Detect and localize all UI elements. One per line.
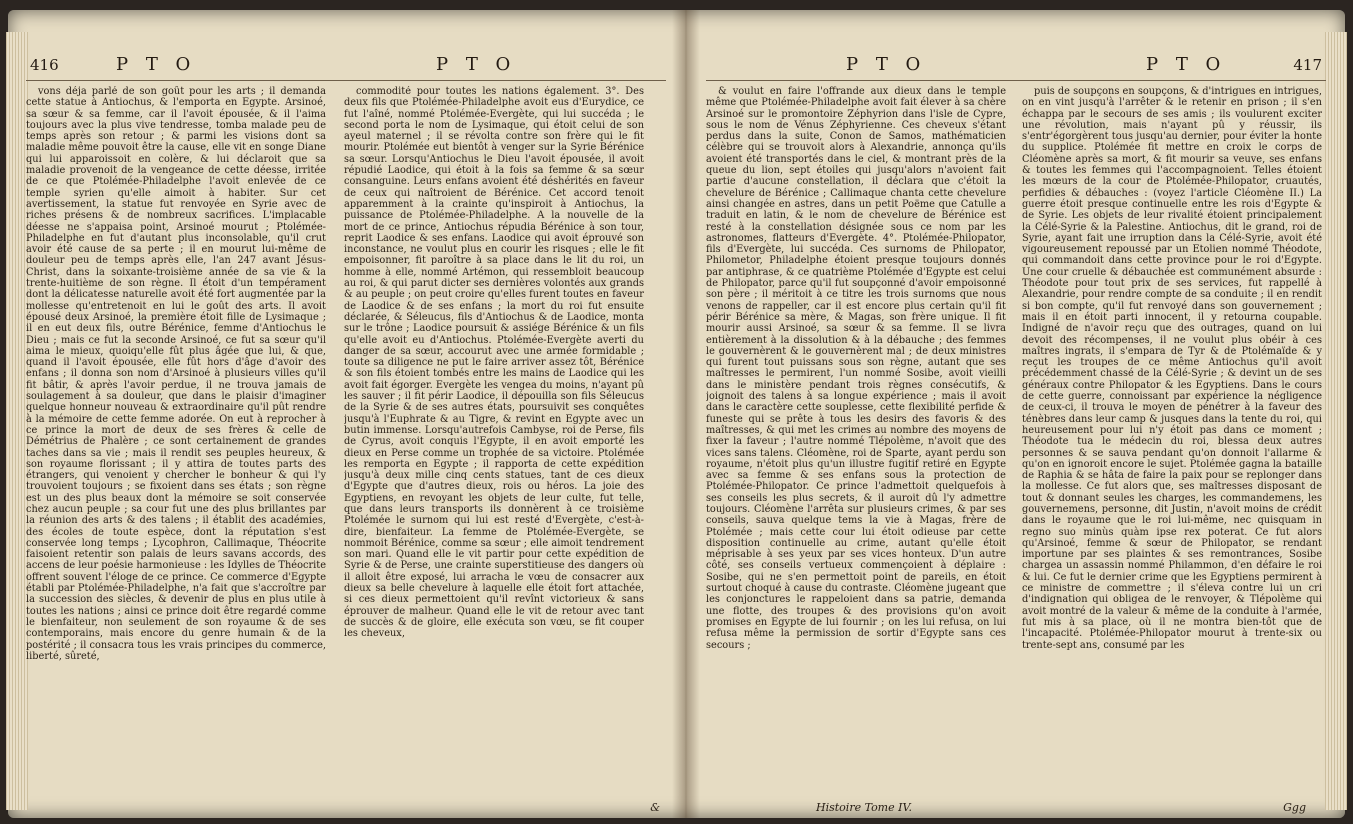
left-page — [26, 54, 666, 814]
right-head-title-1: P T O — [846, 54, 927, 75]
open-book — [8, 10, 1345, 818]
right-column-1-text: & voulut en faire l'offrande aux dieux dans le temple même que Ptolémée-Philadelphe avoit fait élever à sa chère Arsinoé sur le promontoire Zéphyrion dans l'isle de Cypre, sous le nom de Vénus Zéphyrienne. Ces cheveux s'étant perdus dans la suite, Conon de Samos, mathématicien célèbre qui se trouvoit alors à Alexandrie, annonça qu'ils avoient été transportés dans le ciel, & montrant près de la queue du lion, sept étoiles qui jusqu'alors n'avoient fait partie d'aucune constellation, il déclara que c'étoit la chevelure de Bérénice ; Callimaque chanta cette chevelure ainsi changée en astres, dans un petit Poëme que Catulle a traduit en latin, & le nom de chevelure de Bérénice est resté à la constellation désignée sous ce nom par les astronomes, flatteurs d'Evergète. 4°. Ptolémée-Philopator, fils d'Evergète, lui succéda. Ces surnoms de Philopator, Philometor, Philadelphe étoient presque toujours donnés par antiphrase, & ce quatrième Ptolémée d'Egypte est celui de Philopator, parce qu'il fut soupçonné d'avoir empoisonné son père ; il méritoit à ce titre les trois surnoms que nous venons de rappeller, car il est encore plus certain qu'il fit périr Bérénice sa mère, & Magas, son frère unique. Il fit mourir aussi Arsinoé, sa sœur & sa femme. Il se livra entièrement à la dissolution & à la débauche ; des femmes le gouvernèrent & le gouvernèrent mal ; de deux ministres qui furent tout puissans sous son règne, autant que ses maîtresses le permirent, l'un nommé Sosibe, avoit vieilli dans le ministère pendant trois règnes consécutifs, & joignoit des talens à sa longue expérience ; mais il avoit dans le caractère cette souplesse, cette flexibilité perfide & funeste qui se prête à tous les desirs des favoris & des maîtresses, & qui met les crimes au nombre des moyens de fixer la faveur ; l'autre nommé Tlépolème, n'avoit que des vices sans talens. Cléomène, roi de Sparte, ayant perdu son royaume, n'étoit plus qu'un illustre fugitif retiré en Egypte avec sa femme & ses enfans sous la protection de Ptolémée-Philopator. Ce prince l'admettoit quelquefois à ses conseils les plus secrets, & il auroit dû l'y admettre toujours. Cléomène l'arrêta sur plusieurs crimes, & par ses conseils, sauva quelque tems la vie à Magas, frère de Ptolémée ; mais cette cour lui étoit odieuse par cette disposition continuelle au crime, autant qu'elle étoit méprisable à ses yeux par ses vices honteux. D'un autre côté, ses conseils vertueux commençoient à déplaire : Sosibe, qui ne s'en permettoit point de pareils, en étoit surtout choqué à cause du contraste. Cléomène jugeant que les conjonctures le rappeloient dans sa patrie, demanda une flotte, des troupes & des provisions qu'on avoit promises en Egypte de lui fournir ; on les lui refusa, on lui refusa même la permission de sortir d'Egypte sans ces secours ; — [706, 86, 1006, 651]
page-number-right: 417 — [1293, 56, 1322, 74]
page-edges-left — [6, 32, 28, 810]
left-column-1-text: vons déja parlé de son goût pour les arts ; il demanda cette statue à Antiochus, & l'emporta en Egypte. Arsinoé, sa sœur & sa femme, car il l'avoit épousée, & il l'aima toujours avec la plus vive tendresse, tomba malade peu de temps après son retour ; & parmi les visions dont sa maladie même pouvoit être la cause, elle vit en songe Diane qui lui apparoissoit en colère, & lui déclaroit que sa maladie provenoit de la vengeance de cette déesse, irritée de ce que Ptolémée-Philadelphe l'avoit enlevée de ce temple syrien qu'elle aimoit à habiter. Sur cet avertissement, la statue fut renvoyée en Syrie avec de riches présens & de nombreux sacrifices. L'implacable déesse ne s'appaisa point, Arsinoé mourut ; Ptolémée-Philadelphe en fut d'autant plus inconsolable, qu'il crut avoir été cause de sa perte ; il en mourut lui-même de douleur peu de temps après elle, l'an 247 avant Jésus-Christ, dans la soixante-troisième année de sa vie & la trente-huitième de son règne. Il étoit d'un tempérament dont la délicatesse naturelle avoit été fort augmentée par la mollesse qu'entretenoit en lui le goût des arts. Il avoit épousé deux Arsinoé, la première étoit fille de Lysimaque ; il en eut deux fils, outre Bérénice, femme d'Antiochus le Dieu ; mais ce fut la seconde Arsinoé, ce fut sa sœur qu'il aima le mieux, quoiqu'elle fût plus âgée que lui, & que, quand il l'avoit épousée, elle fût hors d'âge d'avoir des enfans ; il donna son nom d'Arsinoé à plusieurs villes qu'il fit bâtir, & après l'avoir perdue, il ne trouva jamais de soulagement à sa douleur, que dans le plaisir d'imaginer quelque honneur nouveau & extraordinaire qu'il pût rendre à la mémoire de cette femme adorée. On eut à reprocher à ce prince la mort de deux de ses frères & celle de Démétrius de Phalère ; ce sont certainement de grandes taches dans sa vie ; mais il rendit ses peuples heureux, & son royaume florissant ; il y attira de toutes parts des étrangers, qui venoient y chercher le bonheur & qui l'y trouvoient toujours ; se fixoient dans ses états ; son règne est un des plus beaux dont la mémoire se soit conservée chez aucun peuple ; sa cour fut une des plus brillantes par la réunion des arts & des talens ; il établit des académies, des écoles de toute espèce, dont la réputation s'est conservée long temps ; Lycophron, Callimaque, Théocrite faisoient retentir son palais de leurs savans accords, des accens de leur poésie harmonieuse : les Idylles de Théocrite offrent souvent l'éloge de ce prince. Ce commerce d'Egypte établi par Ptolémée-Philadelphe, n'a fait que s'accroître par la succession des siècles, & devenir de plus en plus utile à toutes les nations ; ainsi ce prince doit être regardé comme le bienfaiteur, non seulement de son royaume & de ses contemporains, mais encore du genre humain & de la postérité ; il consacra tous les vrais principes du commerce, liberté, sûreté, — [26, 86, 326, 662]
book-gutter — [672, 10, 700, 818]
right-head-title-2: P T O — [1146, 54, 1227, 75]
right-page — [706, 54, 1326, 814]
left-running-head — [26, 54, 666, 78]
left-column-1 — [26, 86, 326, 812]
page-number-left: 416 — [30, 56, 59, 74]
left-catchword: & — [650, 801, 660, 814]
left-head-title-2: P T O — [436, 54, 517, 75]
left-head-rule — [26, 80, 666, 81]
right-column-2-text: puis de soupçons en soupçons, & d'intrigues en intrigues, on en vint jusqu'à l'arrêter & le retenir en prison ; il s'en échappa par le secours de ses amis ; ils voulurent exciter une révolution, mais n'ayant pû y réussir, ils s'entr'égorgèrent tous jusqu'au dernier, pour éviter la honte du supplice. Ptolémée fit mettre en croix le corps de Cléomène après sa mort, & fit mourir sa veuve, ses enfans & toutes les femmes qui l'accompagnoient. Telles étoient les mœurs de la cour de Ptolémée-Philopator, cruautés, perfidies & débauches : (voyez l'article Cléomène II.) La guerre étoit presque continuelle entre les rois d'Egypte & de Syrie. Les objets de leur rivalité étoient principalement la Célé-Syrie & la Palestine. Antiochus, dit le grand, roi de Syrie, ayant fait une irruption dans la Célé-Syrie, avoit été vigoureusement repoussé par un Etolien nommé Théodote, qui commandoit dans cette province pour le roi d'Egypte. Une cour cruelle & débauchée est communément absurde : Théodote pour tout prix de ses services, fut rappellé à Alexandrie, pour rendre compte de sa conduite ; il en rendit si bon compte, qu'il fut renvoyé dans son gouvernement ; mais il en étoit parti innocent, il y retourna coupable. Indigné de n'avoir reçu que des outrages, quand on lui devoit des récompenses, il ne voulut plus obéir à ces maîtres ingrats, il s'empara de Tyr & de Ptolémaïde & y reçut les troupes de ce même Antiochus qu'il avoit précédemment chassé de la Célé-Syrie ; & devint un de ses généraux contre Philopator & les Egyptiens. Dans le cours de cette guerre, connoissant par expérience la négligence de ceux-ci, il trouva le moyen de pénétrer à la faveur des ténèbres dans leur camp & jusques dans la tente du roi, qui heureusement pour lui n'y étoit pas dans ce moment ; Théodote tua le médecin du roi, blessa deux autres personnes & se sauva pendant qu'on donnoit l'allarme & qu'on en ignoroit encore le sujet. Ptolémée gagna la bataille de Raphia & se hâta de faire la paix pour se replonger dans la mollesse. Ce fut alors que, ses maîtresses disposant de tout & donnant seules les charges, les commandemens, les gouvernemens, personne, dit Justin, n'avoit moins de crédit dans le royaume que le roi lui-même, nec quisquam in regno suo minùs quàm ipse rex poterat. Ce fut alors qu'Arsinoé, femme & sœur de Philopator, se rendant importune par ses plaintes & ses remontrances, Sosibe chargea un assassin nommé Philammon, d'en défaire le roi & lui. Ce fut le dernier crime que les Egyptiens permirent à ce ministre de commettre ; il s'éleva contre lui un cri d'indignation qui obligea de le renvoyer, & Tlépolème qui avoit montré de la valeur & même de la conduite à l'armée, fut mis à sa place, où il ne montra bien-tôt que de l'incapacité. Ptolémée-Philopator mourut à trente-six ou trente-sept ans, consumé par les — [1022, 86, 1322, 651]
right-column-1 — [706, 86, 1006, 812]
right-column-2 — [1022, 86, 1322, 812]
right-signature-mark: Ggg — [1283, 801, 1306, 814]
right-running-head — [706, 54, 1326, 78]
left-column-2-text: commodité pour toutes les nations également. 3°. Des deux fils que Ptolémée-Philadelphe avoit eus d'Eurydice, ce fut l'aîné, nommé Ptolémée-Evergète, qui lui succéda ; le second porta le nom de Lysimaque, qui étoit celui de son ayeul maternel ; il se révolta contre son frère qui le fit mourir. Ptolémée eut bientôt à venger sur la Syrie Bérénice sa sœur. Lorsqu'Antiochus le Dieu l'avoit épousée, il avoit répudié Laodice, qui étoit à la fois sa femme & sa sœur consanguine. Leurs enfans avoient été déshérités en faveur de ceux qui naîtroient de Bérénice. Cet accord tenoit apparemment à la crainte qu'inspiroit à Antiochus, la puissance de Ptolémée-Philadelphe. A la nouvelle de la mort de ce prince, Antiochus répudia Bérénice à son tour, reprit Laodice & ses enfans. Laodice qui avoit éprouvé son inconstance, ne voulut plus en courir les risques ; elle le fit empoisonner, fit paroître à sa place dans le lit du roi, un homme à elle, nommé Artémon, qui ressembloit beaucoup au roi, & qui parut dicter ses dernières volontés aux grands & au peuple ; on peut croire qu'elles furent toutes en faveur de Laodice & de ses enfans ; la mort du roi fut ensuite déclarée, & Séleucus, fils d'Antiochus & de Laodice, monta sur le trône ; Laodice poursuit & assiége Bérénice & un fils qu'elle avoit eu d'Antiochus. Ptolémée-Evergète averti du danger de sa sœur, accourut avec une armée formidable ; toute sa diligence ne put le faire arriver assez tôt, Bérénice & son fils étoient tombés entre les mains de Laodice qui les avoit fait égorger. Evergète les vengea du moins, n'ayant pû les sauver ; il fit périr Laodice, il dépouilla son fils Séleucus de la Syrie & de ses autres états, poursuivit ses conquêtes jusqu'à l'Euphrate & au Tigre, & revint en Egypte avec un butin immense. Lorsqu'autrefois Cambyse, roi de Perse, fils de Cyrus, avoit conquis l'Egypte, il en avoit emporté les dieux en Perse comme un trophée de sa victoire. Ptolémée les remporta en Egypte ; il rapporta de cette expédition jusqu'à deux mille cinq cents statues, tant de ces dieux d'Egypte que d'autres dieux, rois ou héros. La joie des Egyptiens, en revoyant les objets de leur culte, fut telle, que dans leurs transports ils donnèrent à ce troisième Ptolémée le surnom qui lui est resté d'Evergète, c'est-à-dire, bienfaiteur. La femme de Ptolémée-Evergète, se nommoit Bérénice, comme sa sœur ; elle aimoit tendrement son mari. Quand elle le vit partir pour cette expédition de Syrie & de Perse, une crainte superstitieuse des dangers où il alloit être exposé, lui arracha le vœu de consacrer aux dieux sa belle chevelure à laquelle elle étoit fort attachée, si ces dieux permettoient qu'il revînt victorieux & sans éprouver de malheur. Quand elle le vit de retour avec tant de succès & de gloire, elle exécuta son vœu, se fit couper les cheveux, — [344, 86, 644, 640]
page-edges-right — [1325, 32, 1347, 810]
left-head-title-1: P T O — [116, 54, 197, 75]
right-head-rule — [706, 80, 1326, 81]
right-footer-title: Histoire Tome IV. — [816, 801, 912, 814]
left-column-2 — [344, 86, 644, 812]
